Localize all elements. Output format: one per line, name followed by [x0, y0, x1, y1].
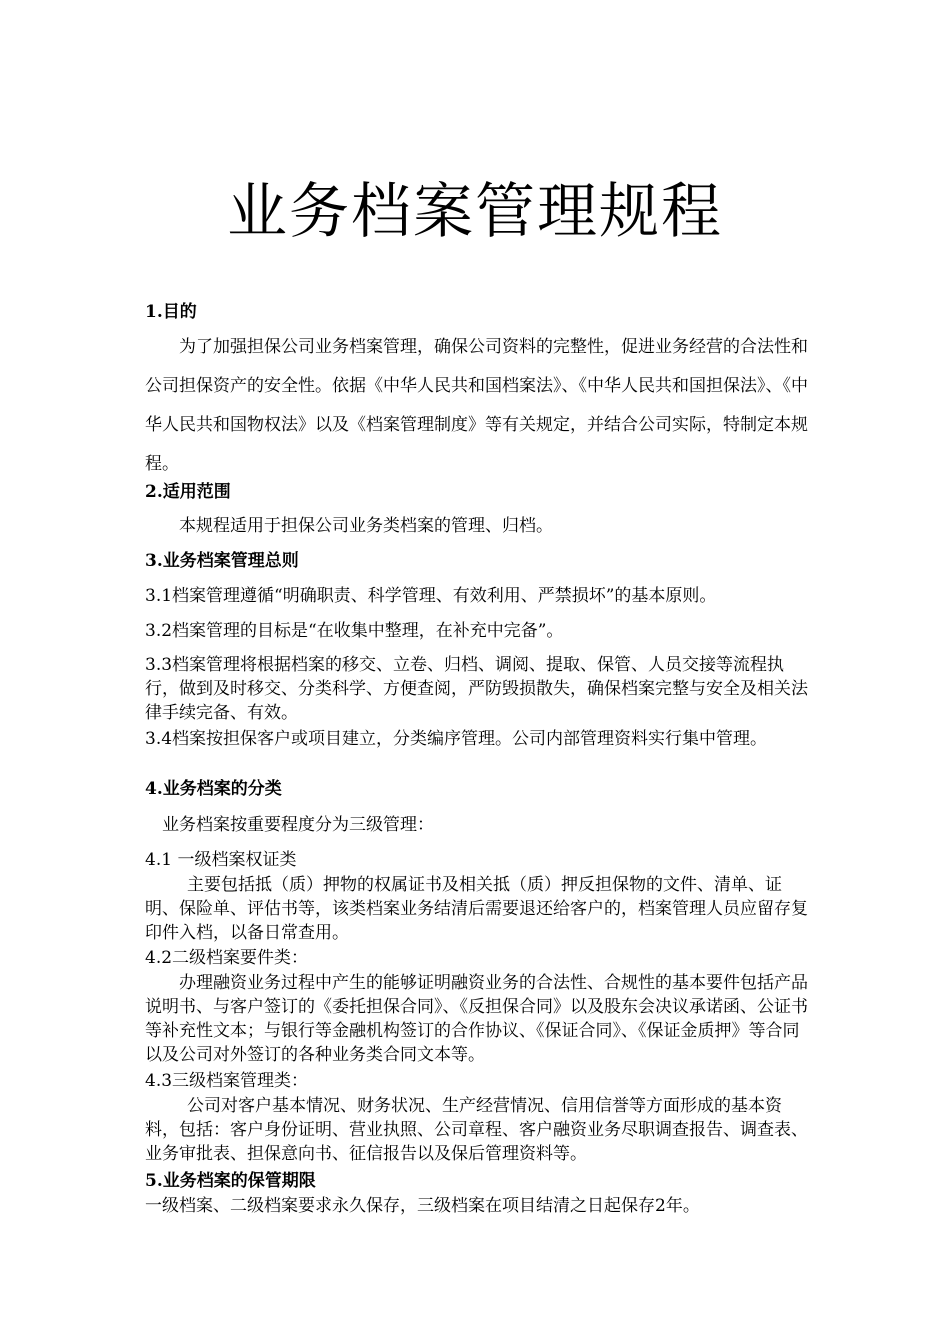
page-title: 业务档案管理规程	[227, 177, 723, 247]
section-3-1: 3.1档案管理遵循“明确职责、科学管理、有效利用、严禁损坏”的基本原则。	[145, 586, 717, 606]
section-4-2-body: 办理融资业务过程中产生的能够证明融资业务的合法性、合规性的基本要件包括产品说明书、与客户签订的《委托担保合同》、《反担保合同》以及股东会决议承诺函、公证书等补充性文本；与银行等金融机构签订的合作协议、《保证合同》、《保证金质押》等合同以及公司对外签订的各种业务类合同文本等。	[145, 973, 808, 1065]
section-4-1-body: 主要包括抵（质）押物的权属证书及相关抵（质）押反担保物的文件、清单、证明、保险单、评估书等，该类档案业务结清后需要退还给客户的，档案管理人员应留存复印件入档，以备日常查用。	[145, 875, 808, 943]
section-4-3-body: 公司对客户基本情况、财务状况、生产经营情况、信用信誉等方面形成的基本资料，包括：客户身份证明、营业执照、公司章程、客户融资业务尽职调查报告、调查表、业务审批表、担保意向书、征信报告以及保后管理资料等。	[145, 1096, 808, 1164]
section-4-3-heading: 4.3三级档案管理类：	[145, 1071, 309, 1091]
section-3-2: 3.2档案管理的目标是“在收集中整理，在补充中完备”。	[145, 621, 564, 641]
section-4-intro: 业务档案按重要程度分为三级管理：	[162, 815, 434, 835]
section-5-heading: 5.业务档案的保管期限	[145, 1171, 316, 1191]
section-4-heading: 4.业务档案的分类	[145, 779, 282, 799]
section-4-1-heading: 4.1 一级档案权证类	[145, 850, 297, 870]
section-5-body: 一级档案、二级档案要求永久保存，三级档案在项目结清之日起保存2年。	[145, 1196, 700, 1216]
section-4-2-heading: 4.2二级档案要件类：	[145, 948, 309, 968]
section-3-heading: 3.业务档案管理总则	[145, 551, 299, 571]
section-1-heading: 1.目的	[145, 302, 197, 322]
section-1-body: 为了加强担保公司业务档案管理，确保公司资料的完整性，促进业务经营的合法性和公司担保资产的安全性。依据《中华人民共和国档案法》、《中华人民共和国担保法》、《中华人民共和国物权法》以及《档案管理制度》等有关规定，并结合公司实际，特制定本规程。	[145, 337, 808, 474]
section-2-heading: 2.适用范围	[145, 482, 231, 502]
section-3-3: 3.3档案管理将根据档案的移交、立卷、归档、调阅、提取、保管、人员交接等流程执行，做到及时移交、分类科学、方便查阅，严防毁损散失，确保档案完整与安全及相关法律手续完备、有效。	[145, 655, 808, 723]
section-2-body: 本规程适用于担保公司业务类档案的管理、归档。	[179, 516, 553, 536]
section-3-4: 3.4档案按担保客户或项目建立，分类编序管理。公司内部管理资料实行集中管理。	[145, 729, 768, 749]
